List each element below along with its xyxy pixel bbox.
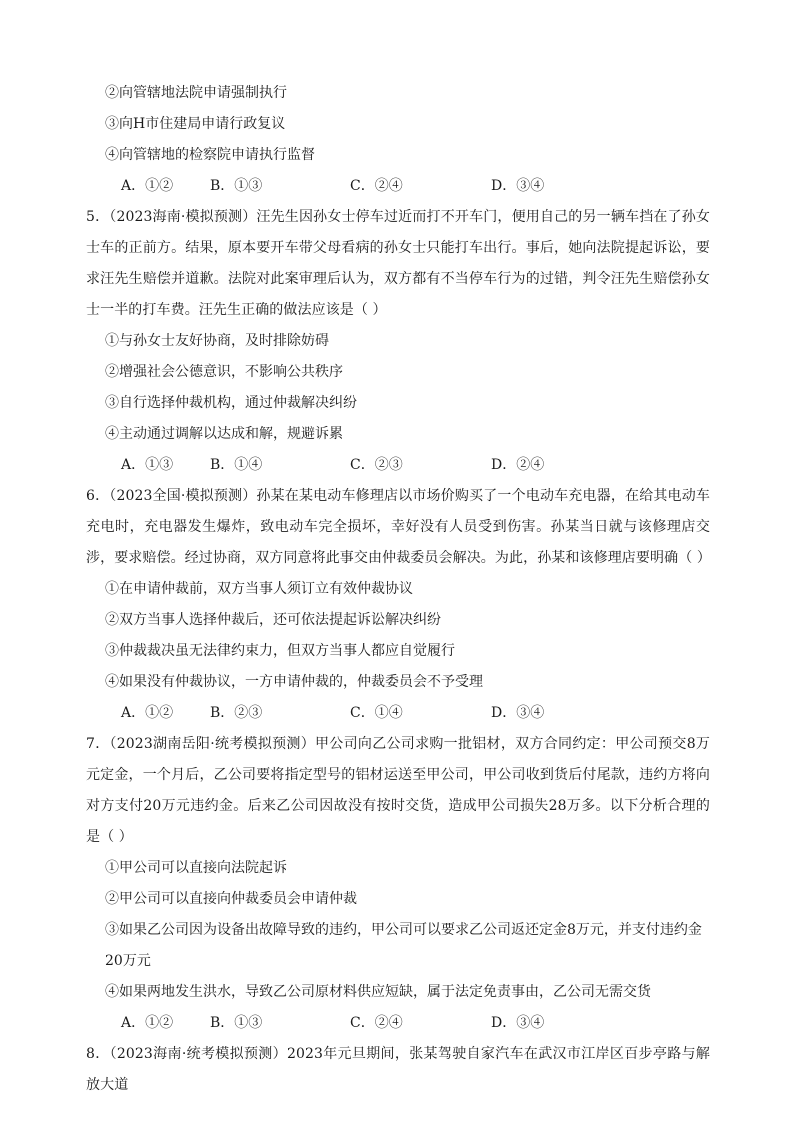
choice-b: B．②③ xyxy=(210,705,263,721)
option-item: ④如果没有仲裁协议，一方申请仲裁的，仲裁委员会不予受理 xyxy=(105,674,483,690)
choice-d: D．②④ xyxy=(491,457,545,473)
choice-d: D．③④ xyxy=(491,178,545,194)
choice-d: D．③④ xyxy=(491,705,545,721)
option-item: ③向H市住建局申请行政复议 xyxy=(105,116,286,132)
question-content xyxy=(86,78,710,1101)
choice-b: B．①③ xyxy=(210,178,263,194)
option-item: ①与孙女士友好协商，及时排除妨碍 xyxy=(105,333,329,349)
answer-choices xyxy=(86,1008,710,1039)
choice-d: D．③④ xyxy=(491,1015,545,1031)
option-item: ①在申请仲裁前，双方当事人须订立有效仲裁协议 xyxy=(105,581,413,597)
question-stem: 8．（2023海南·统考模拟预测）2023年元旦期间，张某驾驶自家汽车在武汉市江岸区百步亭路与解放大道 xyxy=(86,1046,710,1093)
choice-c: C．②④ xyxy=(350,178,403,194)
choice-a: A．①② xyxy=(121,178,174,194)
question-7 xyxy=(86,729,710,1039)
answer-choices xyxy=(86,171,710,202)
option-item: ③仲裁裁决虽无法律约束力，但双方当事人都应自觉履行 xyxy=(105,643,455,659)
option-item: ③如果乙公司因为设备出故障导致的违约，甲公司可以要求乙公司返还定金8万元，并支付违约金20万元 xyxy=(105,922,702,969)
choice-a: A．①② xyxy=(121,1015,174,1031)
option-item: ①甲公司可以直接向法院起诉 xyxy=(105,860,287,876)
option-item: ②甲公司可以直接向仲裁委员会申请仲裁 xyxy=(105,891,357,907)
choice-a: A．①③ xyxy=(121,457,174,473)
answer-choices xyxy=(86,698,710,729)
answer-choices xyxy=(86,450,710,481)
choice-c: C．②③ xyxy=(350,457,403,473)
option-item: ④如果两地发生洪水，导致乙公司原材料供应短缺，属于法定免责事由，乙公司无需交货 xyxy=(105,984,651,1000)
question-stem: 7．（2023湖南岳阳·统考模拟预测）甲公司向乙公司求购一批铝材，双方合同约定：甲公司预交8万元定金，一个月后，乙公司要将指定型号的铝材运送至甲公司，甲公司收到货后付尾款，违约方将向对方支付20万元违约金。后来乙公司因故没有按时交货，造成甲公司损失28万多。以下分析合理的是（ ） xyxy=(86,736,710,845)
question-8 xyxy=(86,1039,710,1101)
choice-c: C．②④ xyxy=(350,1015,403,1031)
question-5 xyxy=(86,202,710,481)
question-stem: 6．（2023全国·模拟预测）孙某在某电动车修理店以市场价购买了一个电动车充电器，在给其电动车充电时，充电器发生爆炸，致电动车完全损坏，幸好没有人员受到伤害。孙某当日就与该修理店交涉，要求赔偿。经过协商，双方同意将此事交由仲裁委员会解决。为此，孙某和该修理店要明确（ ） xyxy=(86,488,711,566)
choice-b: B．①④ xyxy=(210,457,263,473)
option-item: ②双方当事人选择仲裁后，还可依法提起诉讼解决纠纷 xyxy=(105,612,441,628)
question-stem: 5．（2023海南·模拟预测）汪先生因孙女士停车过近而打不开车门，便用自己的另一辆车挡在了孙女士车的正前方。结果，原本要开车带父母看病的孙女士只能打车出行。事后，她向法院提起诉讼，要求汪先生赔偿并道歉。法院对此案审理后认为，双方都有不当停车行为的过错，判令汪先生赔偿孙女士一半的打车费。汪先生正确的做法应该是（ ） xyxy=(86,209,710,318)
option-item: ③自行选择仲裁机构，通过仲裁解决纠纷 xyxy=(105,395,357,411)
option-item: ②向管辖地法院申请强制执行 xyxy=(105,85,287,101)
option-item: ②增强社会公德意识，不影响公共秩序 xyxy=(105,364,343,380)
question-6 xyxy=(86,481,710,729)
option-item: ④主动通过调解以达成和解，规避诉累 xyxy=(105,426,343,442)
choice-c: C．①④ xyxy=(350,705,403,721)
choice-a: A．①② xyxy=(121,705,174,721)
previous-question-tail xyxy=(86,78,710,202)
choice-b: B．①③ xyxy=(210,1015,263,1031)
option-item: ④向管辖地的检察院申请执行监督 xyxy=(105,147,315,163)
